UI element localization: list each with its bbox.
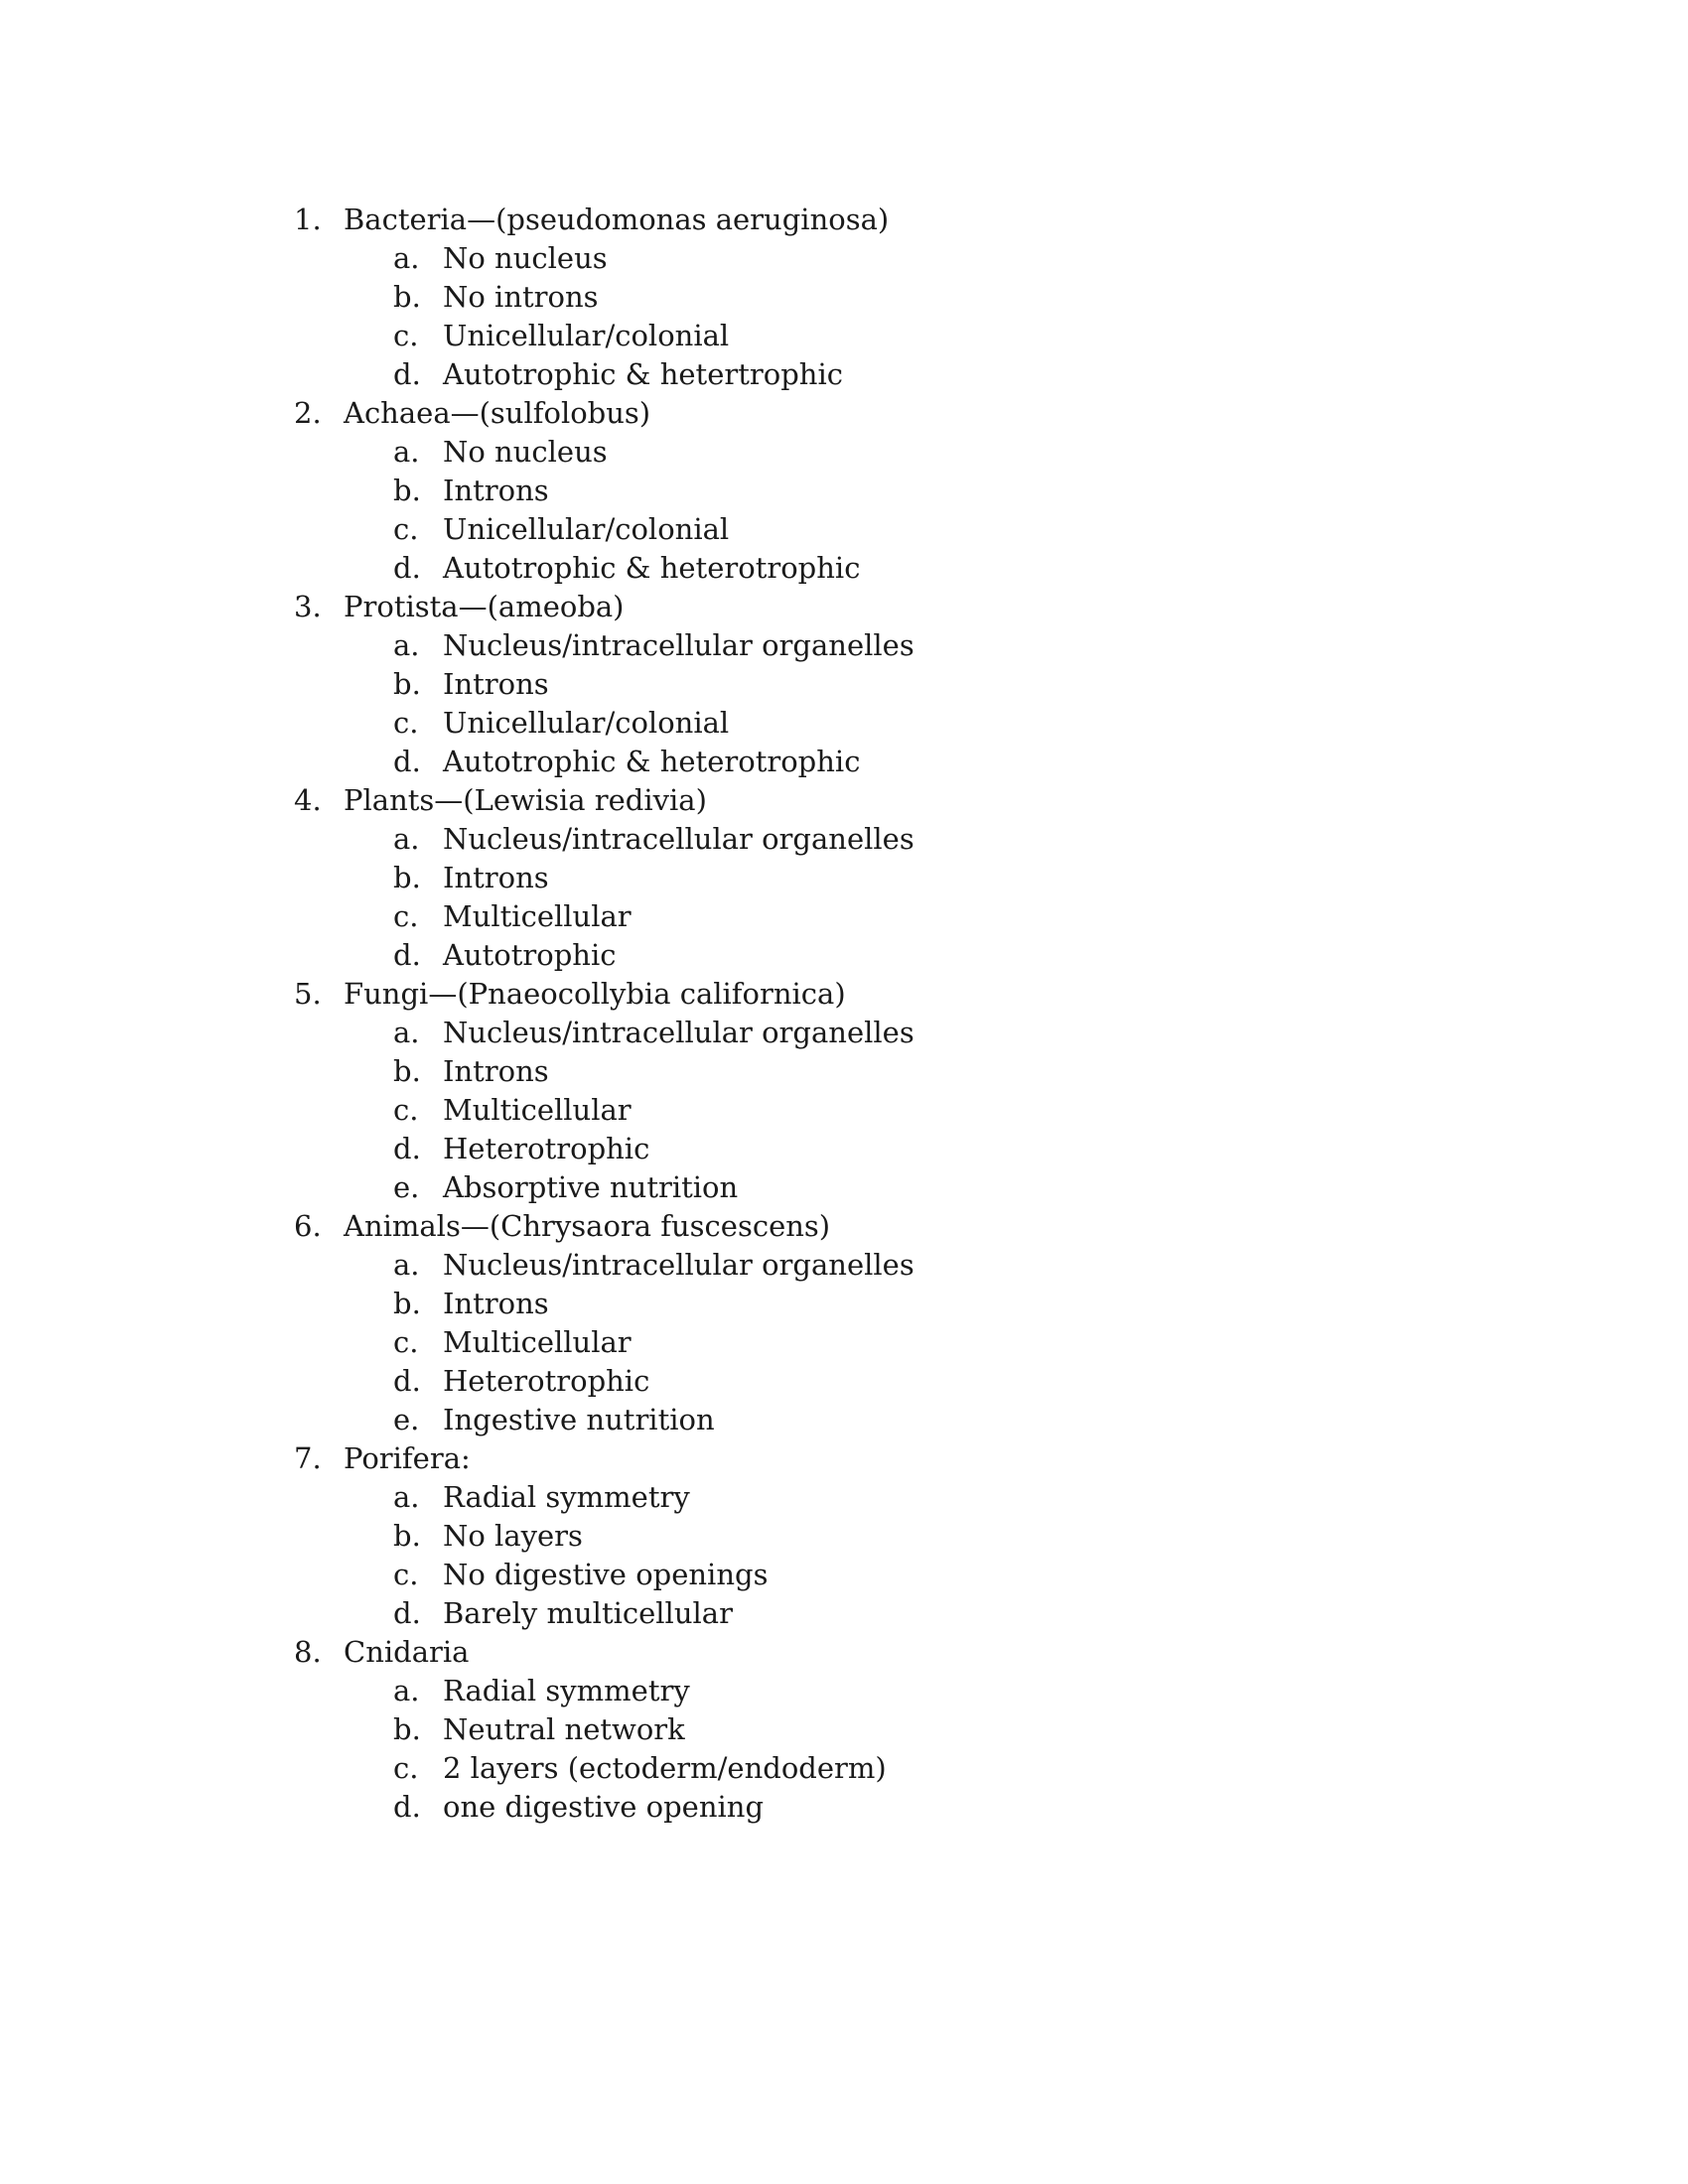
heading-text: Protista—(ameoba) xyxy=(344,590,625,623)
subitem-text: Unicellular/colonial xyxy=(443,706,730,740)
outline-subitem xyxy=(294,859,1386,897)
subitem-text: Heterotrophic xyxy=(443,1132,650,1165)
outline-subitem xyxy=(294,1014,1386,1052)
outline-subitem xyxy=(294,278,1386,317)
outline-subitem xyxy=(294,1517,1386,1556)
outline-subitem xyxy=(294,1362,1386,1401)
subitem-letter: c. xyxy=(393,1325,419,1359)
outline-subitem xyxy=(294,665,1386,704)
subitem-text: No digestive openings xyxy=(443,1558,769,1591)
outline-subitem xyxy=(294,549,1386,588)
outline-subitem xyxy=(294,1749,1386,1788)
heading-number: 4. xyxy=(294,783,322,817)
subitem-letter: e. xyxy=(393,1403,420,1436)
outline-subitem xyxy=(294,433,1386,472)
subitem-text: 2 layers (ectoderm/endoderm) xyxy=(443,1751,887,1785)
heading-number: 6. xyxy=(294,1209,322,1243)
subitem-text: Introns xyxy=(443,861,549,894)
subitem-text: Radial symmetry xyxy=(443,1480,690,1514)
outline-heading xyxy=(294,1207,1386,1246)
outline-subitem xyxy=(294,1478,1386,1517)
subitem-text: Neutral network xyxy=(443,1712,685,1746)
subitem-text: Nucleus/intracellular organelles xyxy=(443,822,914,856)
outline-subitem xyxy=(294,1672,1386,1710)
heading-number: 5. xyxy=(294,977,322,1011)
outline-subitem xyxy=(294,1091,1386,1130)
outline-subitem xyxy=(294,1130,1386,1168)
subitem-text: Heterotrophic xyxy=(443,1364,650,1398)
subitem-text: Nucleus/intracellular organelles xyxy=(443,628,914,662)
outline-heading xyxy=(294,394,1386,433)
subitem-letter: a. xyxy=(393,241,420,275)
subitem-letter: c. xyxy=(393,706,419,740)
heading-number: 1. xyxy=(294,203,322,236)
subitem-letter: c. xyxy=(393,1093,419,1127)
heading-text: Achaea—(sulfolobus) xyxy=(344,396,651,430)
subitem-text: Multicellular xyxy=(443,899,632,933)
subitem-letter: a. xyxy=(393,1248,420,1282)
subitem-letter: d. xyxy=(393,1596,421,1630)
outline-subitem xyxy=(294,1168,1386,1207)
subitem-letter: b. xyxy=(393,474,421,507)
outline-subitem xyxy=(294,626,1386,665)
heading-number: 7. xyxy=(294,1441,322,1475)
outline-subitem xyxy=(294,1401,1386,1439)
subitem-letter: c. xyxy=(393,1751,419,1785)
subitem-letter: a. xyxy=(393,435,420,469)
outline-subitem xyxy=(294,1556,1386,1594)
outline-heading xyxy=(294,1439,1386,1478)
subitem-letter: d. xyxy=(393,357,421,391)
outline-subitem xyxy=(294,1788,1386,1827)
subitem-letter: b. xyxy=(393,280,421,314)
subitem-text: No layers xyxy=(443,1519,583,1553)
outline-subitem xyxy=(294,820,1386,859)
subitem-text: Absorptive nutrition xyxy=(443,1170,739,1204)
subitem-letter: a. xyxy=(393,1480,420,1514)
subitem-letter: b. xyxy=(393,1287,421,1320)
subitem-letter: a. xyxy=(393,1016,420,1049)
outline-subitem xyxy=(294,317,1386,355)
outline-subitem xyxy=(294,1594,1386,1633)
outline-subitem xyxy=(294,704,1386,743)
subitem-letter: a. xyxy=(393,822,420,856)
heading-text: Animals—(Chrysaora fuscescens) xyxy=(344,1209,831,1243)
subitem-text: Multicellular xyxy=(443,1093,632,1127)
subitem-letter: d. xyxy=(393,1132,421,1165)
heading-text: Cnidaria xyxy=(344,1635,470,1669)
subitem-letter: b. xyxy=(393,1712,421,1746)
subitem-text: Autotrophic & heterotrophic xyxy=(443,745,861,778)
subitem-letter: b. xyxy=(393,1054,421,1088)
outline-subitem xyxy=(294,1710,1386,1749)
heading-number: 3. xyxy=(294,590,322,623)
outline-subitem xyxy=(294,355,1386,394)
subitem-text: Nucleus/intracellular organelles xyxy=(443,1248,914,1282)
outline-heading xyxy=(294,975,1386,1014)
outline-heading xyxy=(294,201,1386,239)
heading-number: 8. xyxy=(294,1635,322,1669)
subitem-text: Nucleus/intracellular organelles xyxy=(443,1016,914,1049)
subitem-text: Barely multicellular xyxy=(443,1596,733,1630)
outline-subitem xyxy=(294,936,1386,975)
outline-subitem xyxy=(294,510,1386,549)
heading-text: Bacteria—(pseudomonas aeruginosa) xyxy=(344,203,890,236)
subitem-text: Autotrophic & heterotrophic xyxy=(443,551,861,585)
subitem-letter: c. xyxy=(393,1558,419,1591)
subitem-text: Introns xyxy=(443,1287,549,1320)
outline-heading xyxy=(294,1633,1386,1672)
subitem-text: Radial symmetry xyxy=(443,1674,690,1707)
subitem-text: Autotrophic xyxy=(443,938,617,972)
subitem-letter: c. xyxy=(393,899,419,933)
subitem-text: Introns xyxy=(443,1054,549,1088)
outline-subitem xyxy=(294,472,1386,510)
subitem-text: Introns xyxy=(443,474,549,507)
subitem-letter: d. xyxy=(393,551,421,585)
outline-subitem xyxy=(294,897,1386,936)
heading-text: Plants—(Lewisia redivia) xyxy=(344,783,707,817)
heading-text: Fungi—(Pnaeocollybia californica) xyxy=(344,977,846,1011)
subitem-text: No nucleus xyxy=(443,435,608,469)
subitem-text: Ingestive nutrition xyxy=(443,1403,715,1436)
subitem-letter: b. xyxy=(393,667,421,701)
subitem-letter: d. xyxy=(393,745,421,778)
subitem-letter: c. xyxy=(393,512,419,546)
subitem-letter: b. xyxy=(393,1519,421,1553)
subitem-letter: e. xyxy=(393,1170,420,1204)
outline-heading xyxy=(294,781,1386,820)
subitem-text: Multicellular xyxy=(443,1325,632,1359)
outline-subitem xyxy=(294,1323,1386,1362)
subitem-letter: d. xyxy=(393,1790,421,1824)
subitem-letter: a. xyxy=(393,628,420,662)
subitem-text: one digestive opening xyxy=(443,1790,765,1824)
outline-list xyxy=(294,201,1386,1827)
outline-subitem xyxy=(294,743,1386,781)
outline-subitem xyxy=(294,1246,1386,1285)
heading-text: Porifera: xyxy=(344,1441,471,1475)
subitem-text: Unicellular/colonial xyxy=(443,512,730,546)
subitem-letter: d. xyxy=(393,938,421,972)
subitem-letter: d. xyxy=(393,1364,421,1398)
subitem-letter: b. xyxy=(393,861,421,894)
subitem-text: Autotrophic & hetertrophic xyxy=(443,357,843,391)
outline-heading xyxy=(294,588,1386,626)
subitem-letter: c. xyxy=(393,319,419,352)
outline-subitem xyxy=(294,1285,1386,1323)
subitem-text: No introns xyxy=(443,280,599,314)
outline-subitem xyxy=(294,239,1386,278)
subitem-text: No nucleus xyxy=(443,241,608,275)
subitem-text: Introns xyxy=(443,667,549,701)
subitem-letter: a. xyxy=(393,1674,420,1707)
heading-number: 2. xyxy=(294,396,322,430)
outline-subitem xyxy=(294,1052,1386,1091)
subitem-text: Unicellular/colonial xyxy=(443,319,730,352)
